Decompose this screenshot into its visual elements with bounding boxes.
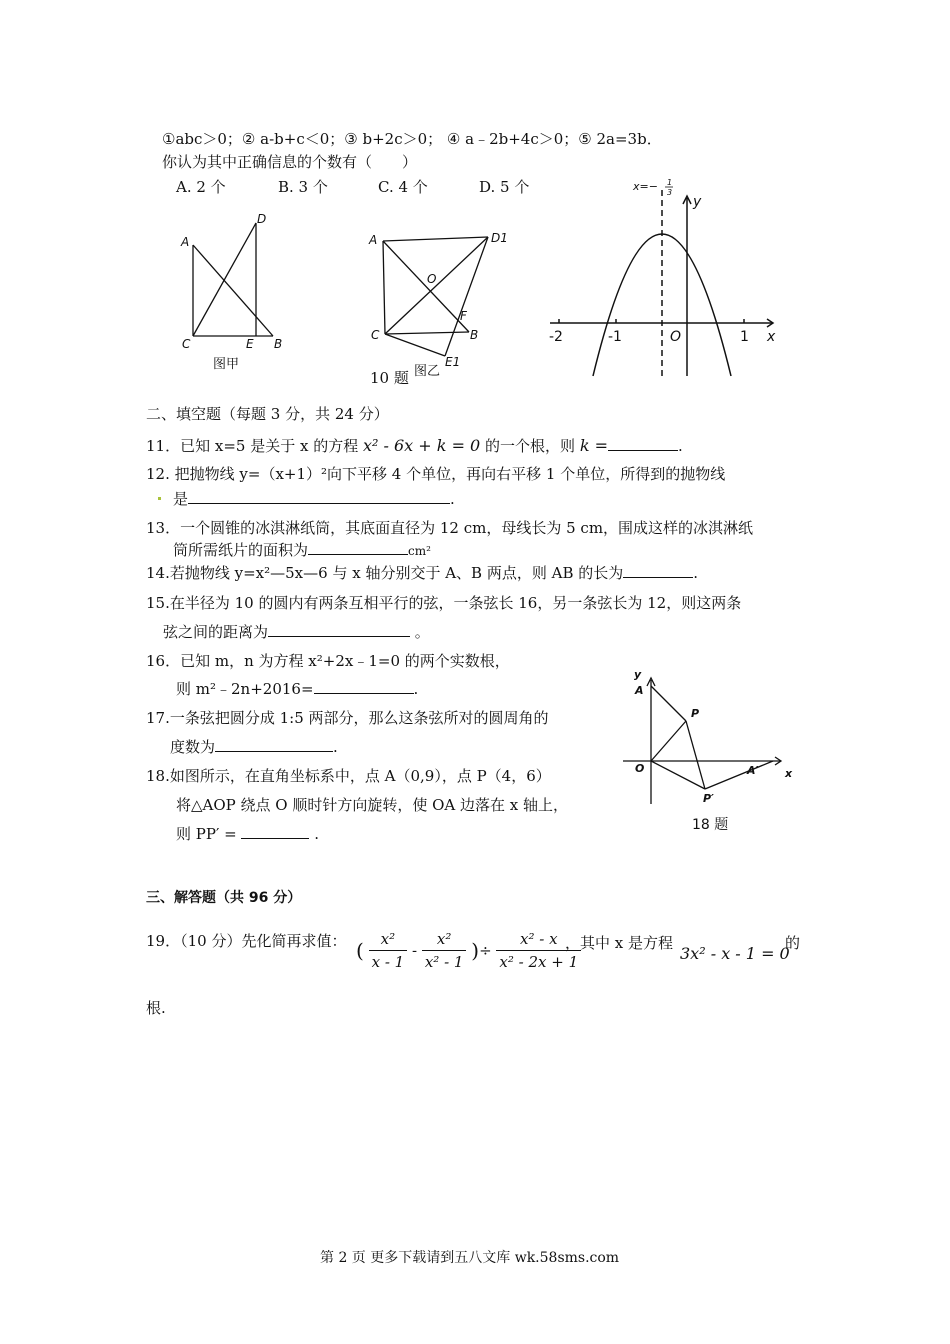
q18-num: 18. bbox=[146, 767, 170, 785]
q16-line1 bbox=[146, 651, 510, 671]
parabola-graph bbox=[545, 176, 785, 380]
jia-label-b: B bbox=[274, 337, 283, 351]
q18-text3: 则 PP′ = bbox=[176, 825, 237, 843]
q19-text: （10 分）先化简再求值： bbox=[180, 932, 347, 950]
q13-unit: cm² bbox=[408, 544, 431, 558]
q16-text: 已知 m，n 为方程 x²+2x﹣1=0 的两个实数根， bbox=[180, 652, 510, 670]
q19 bbox=[146, 930, 346, 951]
q17-text: 一条弦把圆分成 1:5 两部分，那么这条弦所对的圆周角的 bbox=[169, 709, 549, 727]
q12-text2: 是 bbox=[173, 490, 189, 508]
page-footer: 第 2 页 更多下载请到五八文库 wk.58sms.com bbox=[320, 1250, 620, 1266]
sym-line-label: x=− bbox=[633, 180, 658, 193]
q18-answer-blank[interactable] bbox=[241, 824, 309, 839]
sym-frac-den: 3 bbox=[667, 188, 673, 197]
q19-minus: - bbox=[411, 941, 418, 960]
yi-label-b: B bbox=[470, 328, 479, 342]
fig18-label-o: O bbox=[635, 762, 645, 775]
fig18-label-p-prime: P′ bbox=[703, 792, 714, 805]
q11-text: 已知 x=5 是关于 x 的方程 bbox=[180, 437, 359, 455]
q17-line1 bbox=[146, 708, 549, 728]
q15-text2: 弦之间的距离为 bbox=[163, 623, 269, 641]
q18-line2: 将△AOP 绕点 O 顺时针方向旋转，使 OA 边落在 x 轴上， bbox=[176, 796, 569, 814]
q19-text2: ，其中 x 是方程 bbox=[565, 934, 673, 952]
q15-text: 在半径为 10 的圆内有两条互相平行的弦，一条弦长 16，另一条弦长为 12，则这两条 bbox=[169, 594, 742, 612]
q10-option-a: A. 2 个 bbox=[176, 178, 226, 196]
q19-num: 19． bbox=[146, 932, 181, 950]
fig18-label-x: x bbox=[785, 767, 793, 780]
q15-answer-blank[interactable] bbox=[268, 622, 410, 637]
q11-answer-blank[interactable] bbox=[608, 436, 678, 451]
tick-origin: O bbox=[670, 329, 682, 345]
tick-neg1: -1 bbox=[608, 329, 622, 345]
section-2-title: 二、填空题（每题 3 分，共 24 分） bbox=[146, 405, 389, 423]
q10-question: 你认为其中正确信息的个数有（ ） bbox=[162, 153, 418, 171]
q19-text3: 的 bbox=[785, 934, 801, 952]
jia-label-c: C bbox=[182, 337, 191, 351]
tick-1: 1 bbox=[740, 329, 749, 345]
yi-label-f: F bbox=[460, 309, 467, 323]
q10-option-c: C. 4 个 bbox=[378, 178, 428, 196]
q14-num: 14. bbox=[146, 564, 170, 582]
q16-answer-blank[interactable] bbox=[314, 679, 414, 694]
q13-line2 bbox=[173, 540, 431, 561]
q16-end: . bbox=[413, 680, 419, 698]
q19-fraction-1: $\frac{\text{x²}}{x - 1}$ bbox=[369, 928, 408, 973]
fig18-caption: 18 题 bbox=[692, 817, 729, 833]
q13-num: 13． bbox=[146, 519, 181, 537]
q17-answer-blank[interactable] bbox=[215, 737, 333, 752]
q19-expression: ( $\frac{\text{x²}}{x - 1}$ - $\frac{\text{x²}}{\text{x² - 1}}$ )÷ $\frac{\text{x² - x}}{\text{x² - 2x + 1}}$ bbox=[356, 928, 581, 973]
jia-label-d: D bbox=[257, 212, 267, 226]
yi-label-e1: E1 bbox=[445, 355, 461, 369]
jia-label-e: E bbox=[246, 337, 254, 351]
q19-equation: 3x² - x - 1 = 0 bbox=[680, 944, 790, 963]
q16-line2 bbox=[176, 679, 418, 699]
q14 bbox=[146, 563, 698, 583]
q16-text2: 则 m²﹣2n+2016= bbox=[176, 680, 314, 698]
q11-equation: x² - 6x + k = 0 bbox=[362, 436, 481, 455]
q17-line2 bbox=[170, 737, 338, 757]
q13-text2: 筒所需纸片的面积为 bbox=[173, 541, 309, 559]
q11-end: . bbox=[678, 437, 683, 455]
q18-line3 bbox=[176, 824, 319, 844]
sym-frac-num: 1 bbox=[667, 178, 673, 187]
q10-option-d: D. 5 个 bbox=[479, 178, 530, 196]
jia-label-a: A bbox=[181, 235, 190, 249]
yi-label-d1: D1 bbox=[491, 231, 508, 245]
q16-num: 16． bbox=[146, 652, 181, 670]
q17-text2: 度数为 bbox=[170, 738, 216, 756]
figure-18 bbox=[615, 664, 805, 839]
q12-answer-blank[interactable] bbox=[188, 489, 450, 504]
q14-answer-blank[interactable] bbox=[623, 563, 693, 578]
axis-x-label: x bbox=[767, 329, 776, 345]
q11-k: k = bbox=[579, 436, 608, 455]
q11-num: 11． bbox=[146, 437, 181, 455]
q11 bbox=[146, 436, 683, 456]
yi-label-a: A bbox=[369, 233, 378, 247]
q18-text: 如图所示，在直角坐标系中，点 A（0,9），点 P（4，6） bbox=[169, 767, 551, 785]
figure-jia bbox=[175, 205, 295, 375]
q18-line1 bbox=[146, 766, 551, 786]
q18-end: . bbox=[314, 825, 320, 843]
q19-fraction-2: $\frac{\text{x²}}{\text{x² - 1}}$ bbox=[422, 928, 467, 973]
q14-end: . bbox=[693, 564, 699, 582]
section-3-title: 三、解答题（共 96 分） bbox=[146, 890, 302, 906]
yi-caption: 图乙 bbox=[414, 364, 441, 379]
q13-text: 一个圆锥的冰淇淋纸筒，其底面直径为 12 cm，母线长为 5 cm，围成这样的冰淇淋纸 bbox=[180, 519, 754, 537]
q10-statements: ①abc＞0；② a-b+c＜0；③ b+2c＞0； ④ a﹣2b+4c＞0；⑤ 2a=3b． bbox=[162, 130, 662, 148]
q17-num: 17. bbox=[146, 709, 170, 727]
q11-text2: 的一个根，则 bbox=[485, 437, 576, 455]
q15-end: 。 bbox=[414, 623, 430, 641]
yi-label-o: O bbox=[427, 272, 437, 286]
q12-num: 12. bbox=[146, 465, 170, 483]
q13-answer-blank[interactable] bbox=[308, 540, 408, 555]
fig18-label-p: P bbox=[691, 707, 700, 720]
q12-line1 bbox=[146, 464, 725, 484]
q12-end: . bbox=[450, 490, 455, 508]
q15-line1 bbox=[146, 593, 741, 613]
stray-mark bbox=[158, 497, 161, 500]
q14-text: 若抛物线 y=x²—5x—6 与 x 轴分别交于 A、B 两点，则 AB 的长为 bbox=[169, 564, 624, 582]
q12-text: 把抛物线 y=（x+1）²向下平移 4 个单位，再向右平移 1 个单位，所得到的抛物线 bbox=[174, 465, 726, 483]
q12-line2 bbox=[173, 489, 455, 509]
jia-caption: 图甲 bbox=[213, 357, 240, 372]
q19-fraction-3: $\frac{\text{x² - x}}{\text{x² - 2x + 1}}$ bbox=[496, 928, 581, 973]
q19-div: ÷ bbox=[479, 941, 492, 960]
q15-line2 bbox=[163, 622, 430, 642]
q17-end: . bbox=[333, 738, 338, 756]
fig18-label-y: y bbox=[634, 668, 642, 681]
q13-line1 bbox=[146, 518, 753, 538]
q15-num: 15. bbox=[146, 594, 170, 612]
yi-label-c: C bbox=[371, 328, 380, 342]
figure-yi bbox=[365, 225, 525, 390]
tick-neg2: -2 bbox=[549, 329, 563, 345]
q10-option-b: B. 3 个 bbox=[278, 178, 328, 196]
axis-y-label: y bbox=[693, 194, 702, 210]
q10-caption: 10 题 bbox=[370, 369, 409, 387]
fig18-label-a: A bbox=[635, 684, 644, 697]
q19-text4: 根. bbox=[146, 999, 166, 1017]
fig18-label-a-prime: A′ bbox=[747, 764, 759, 777]
